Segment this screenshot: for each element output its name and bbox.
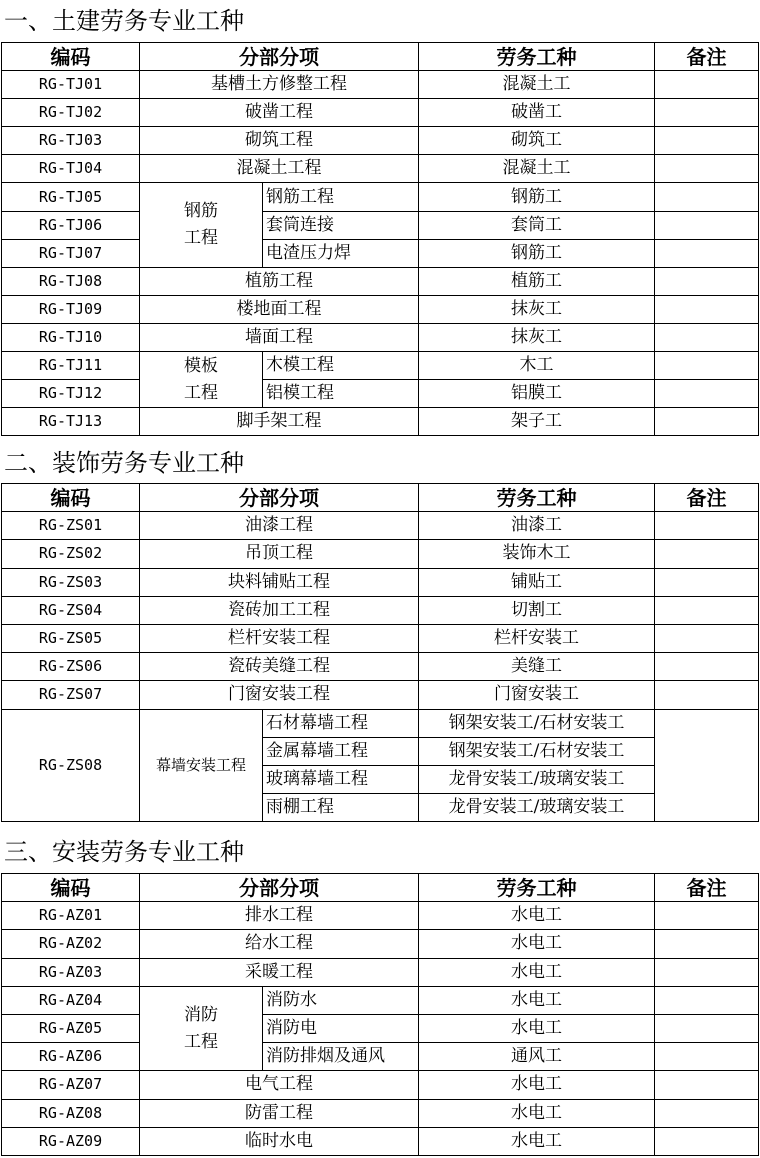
header-trade: 劳务工种 xyxy=(419,484,655,512)
row-trade: 钢架安装工/石材安装工 xyxy=(419,737,655,765)
row-remark xyxy=(655,1071,759,1099)
row-trade: 龙骨安装工/玻璃安装工 xyxy=(419,794,655,822)
header-remark: 备注 xyxy=(655,874,759,902)
table-row xyxy=(2,653,759,681)
row-item: 消防电 xyxy=(263,1014,419,1042)
table-row xyxy=(2,71,759,99)
row-remark xyxy=(655,568,759,596)
row-remark xyxy=(655,653,759,681)
row-trade: 抹灰工 xyxy=(419,295,655,323)
row-code: RG-AZ05 xyxy=(2,1014,140,1042)
table-row xyxy=(2,596,759,624)
row-item: 吊顶工程 xyxy=(140,540,419,568)
table-row xyxy=(2,568,759,596)
row-trade: 水电工 xyxy=(419,902,655,930)
row-remark xyxy=(655,380,759,408)
section-title-installation: 三、安装劳务专业工种 xyxy=(4,838,244,866)
section-title-civil: 一、土建劳务专业工种 xyxy=(4,7,244,35)
row-code: RG-TJ09 xyxy=(2,295,140,323)
row-code: RG-AZ07 xyxy=(2,1071,140,1099)
row-remark xyxy=(655,709,759,822)
row-remark xyxy=(655,930,759,958)
row-remark xyxy=(655,295,759,323)
table-row xyxy=(2,958,759,986)
row-remark xyxy=(655,986,759,1014)
row-item: 砌筑工程 xyxy=(140,127,419,155)
row-item: 石材幕墙工程 xyxy=(263,709,419,737)
row-trade: 水电工 xyxy=(419,1127,655,1155)
row-trade: 钢筋工 xyxy=(419,239,655,267)
row-item: 消防排烟及通风 xyxy=(263,1043,419,1071)
header-item: 分部分项 xyxy=(140,43,419,71)
row-item: 临时水电 xyxy=(140,1127,419,1155)
row-remark xyxy=(655,596,759,624)
row-code: RG-ZS01 xyxy=(2,512,140,540)
row-trade: 钢架安装工/石材安装工 xyxy=(419,709,655,737)
row-code: RG-ZS04 xyxy=(2,596,140,624)
table-row xyxy=(2,239,759,267)
row-code: RG-TJ03 xyxy=(2,127,140,155)
table-row xyxy=(2,1043,759,1071)
row-item: 铝模工程 xyxy=(263,380,419,408)
row-remark xyxy=(655,239,759,267)
row-item: 钢筋工程 xyxy=(263,183,419,211)
installation-trades-table xyxy=(1,873,759,1156)
row-remark xyxy=(655,1127,759,1155)
row-trade: 混凝土工 xyxy=(419,71,655,99)
table-row xyxy=(2,1014,759,1042)
row-trade: 砌筑工 xyxy=(419,127,655,155)
row-remark xyxy=(655,155,759,183)
section-title-decoration: 二、装饰劳务专业工种 xyxy=(4,449,244,477)
row-trade: 铝膜工 xyxy=(419,380,655,408)
row-item: 混凝土工程 xyxy=(140,155,419,183)
header-item: 分部分项 xyxy=(140,484,419,512)
row-item: 木模工程 xyxy=(263,352,419,380)
row-remark xyxy=(655,127,759,155)
row-remark xyxy=(655,183,759,211)
table-header-row xyxy=(2,484,759,512)
row-code: RG-TJ13 xyxy=(2,408,140,436)
table-row xyxy=(2,540,759,568)
row-item: 基槽土方修整工程 xyxy=(140,71,419,99)
row-item: 电气工程 xyxy=(140,1071,419,1099)
row-trade: 木工 xyxy=(419,352,655,380)
row-trade: 门窗安装工 xyxy=(419,681,655,709)
row-remark xyxy=(655,681,759,709)
table-row xyxy=(2,681,759,709)
table-row xyxy=(2,1099,759,1127)
row-code: RG-AZ03 xyxy=(2,958,140,986)
row-item: 破凿工程 xyxy=(140,99,419,127)
header-trade: 劳务工种 xyxy=(419,874,655,902)
row-trade: 破凿工 xyxy=(419,99,655,127)
row-trade: 铺贴工 xyxy=(419,568,655,596)
row-code: RG-ZS02 xyxy=(2,540,140,568)
row-item: 金属幕墙工程 xyxy=(263,737,419,765)
row-code: RG-AZ06 xyxy=(2,1043,140,1071)
row-remark xyxy=(655,99,759,127)
table-row xyxy=(2,512,759,540)
row-remark xyxy=(655,1099,759,1127)
row-code: RG-AZ01 xyxy=(2,902,140,930)
row-trade: 抹灰工 xyxy=(419,323,655,351)
table-row xyxy=(2,352,759,380)
row-item: 脚手架工程 xyxy=(140,408,419,436)
row-trade: 装饰木工 xyxy=(419,540,655,568)
table-row xyxy=(2,295,759,323)
header-code: 编码 xyxy=(2,43,140,71)
group-fire: 消防工程 xyxy=(140,986,263,1071)
row-item: 给水工程 xyxy=(140,930,419,958)
row-remark xyxy=(655,1014,759,1042)
table-row xyxy=(2,211,759,239)
row-trade: 植筋工 xyxy=(419,267,655,295)
row-item: 块料铺贴工程 xyxy=(140,568,419,596)
row-code: RG-TJ12 xyxy=(2,380,140,408)
row-remark xyxy=(655,902,759,930)
row-remark xyxy=(655,267,759,295)
row-trade: 通风工 xyxy=(419,1043,655,1071)
header-remark: 备注 xyxy=(655,484,759,512)
row-trade: 套筒工 xyxy=(419,211,655,239)
row-code: RG-AZ02 xyxy=(2,930,140,958)
table-row xyxy=(2,1127,759,1155)
table-row xyxy=(2,380,759,408)
row-code: RG-AZ09 xyxy=(2,1127,140,1155)
row-code: RG-ZS05 xyxy=(2,624,140,652)
row-item: 栏杆安装工程 xyxy=(140,624,419,652)
row-code: RG-TJ08 xyxy=(2,267,140,295)
row-item: 套筒连接 xyxy=(263,211,419,239)
row-remark xyxy=(655,540,759,568)
table-row xyxy=(2,408,759,436)
decoration-trades-table xyxy=(1,483,759,822)
table-row xyxy=(2,99,759,127)
row-item: 瓷砖加工工程 xyxy=(140,596,419,624)
row-trade: 钢筋工 xyxy=(419,183,655,211)
row-item: 消防水 xyxy=(263,986,419,1014)
row-remark xyxy=(655,352,759,380)
row-code: RG-TJ10 xyxy=(2,323,140,351)
group-formwork: 模板工程 xyxy=(140,352,263,408)
civil-trades-table xyxy=(1,42,759,436)
row-trade: 水电工 xyxy=(419,958,655,986)
table-row xyxy=(2,930,759,958)
row-item: 墙面工程 xyxy=(140,323,419,351)
row-trade: 油漆工 xyxy=(419,512,655,540)
row-code: RG-ZS03 xyxy=(2,568,140,596)
row-item: 排水工程 xyxy=(140,902,419,930)
row-trade: 切割工 xyxy=(419,596,655,624)
row-item: 雨棚工程 xyxy=(263,794,419,822)
row-trade: 龙骨安装工/玻璃安装工 xyxy=(419,765,655,793)
row-trade: 美缝工 xyxy=(419,653,655,681)
row-remark xyxy=(655,1043,759,1071)
table-row xyxy=(2,183,759,211)
row-item: 采暖工程 xyxy=(140,958,419,986)
header-trade: 劳务工种 xyxy=(419,43,655,71)
table-row xyxy=(2,986,759,1014)
header-remark: 备注 xyxy=(655,43,759,71)
row-trade: 水电工 xyxy=(419,986,655,1014)
row-code: RG-AZ04 xyxy=(2,986,140,1014)
row-trade: 混凝土工 xyxy=(419,155,655,183)
row-trade: 水电工 xyxy=(419,930,655,958)
row-trade: 水电工 xyxy=(419,1071,655,1099)
header-item: 分部分项 xyxy=(140,874,419,902)
row-item: 植筋工程 xyxy=(140,267,419,295)
table-row xyxy=(2,902,759,930)
row-code: RG-ZS08 xyxy=(2,709,140,822)
table-row xyxy=(2,127,759,155)
row-trade: 栏杆安装工 xyxy=(419,624,655,652)
row-remark xyxy=(655,958,759,986)
table-row xyxy=(2,155,759,183)
table-row xyxy=(2,1071,759,1099)
table-row xyxy=(2,323,759,351)
table-row xyxy=(2,267,759,295)
row-code: RG-ZS06 xyxy=(2,653,140,681)
row-trade: 水电工 xyxy=(419,1014,655,1042)
header-code: 编码 xyxy=(2,484,140,512)
row-item: 门窗安装工程 xyxy=(140,681,419,709)
row-trade: 架子工 xyxy=(419,408,655,436)
row-item: 防雷工程 xyxy=(140,1099,419,1127)
row-remark xyxy=(655,408,759,436)
group-rebar: 钢筋工程 xyxy=(140,183,263,267)
header-code: 编码 xyxy=(2,874,140,902)
row-code: RG-TJ11 xyxy=(2,352,140,380)
table-row xyxy=(2,709,759,737)
row-remark xyxy=(655,211,759,239)
row-item: 瓷砖美缝工程 xyxy=(140,653,419,681)
row-item: 油漆工程 xyxy=(140,512,419,540)
row-item: 楼地面工程 xyxy=(140,295,419,323)
row-code: RG-TJ01 xyxy=(2,71,140,99)
group-curtain-wall: 幕墙安装工程 xyxy=(140,709,263,822)
row-remark xyxy=(655,323,759,351)
row-item: 电渣压力焊 xyxy=(263,239,419,267)
row-remark xyxy=(655,624,759,652)
row-code: RG-TJ05 xyxy=(2,183,140,211)
row-remark xyxy=(655,512,759,540)
row-code: RG-TJ06 xyxy=(2,211,140,239)
row-code: RG-TJ07 xyxy=(2,239,140,267)
row-code: RG-AZ08 xyxy=(2,1099,140,1127)
table-header-row xyxy=(2,874,759,902)
row-code: RG-TJ02 xyxy=(2,99,140,127)
row-item: 玻璃幕墙工程 xyxy=(263,765,419,793)
table-row xyxy=(2,624,759,652)
row-code: RG-ZS07 xyxy=(2,681,140,709)
row-remark xyxy=(655,71,759,99)
row-code: RG-TJ04 xyxy=(2,155,140,183)
table-header-row xyxy=(2,43,759,71)
row-trade: 水电工 xyxy=(419,1099,655,1127)
